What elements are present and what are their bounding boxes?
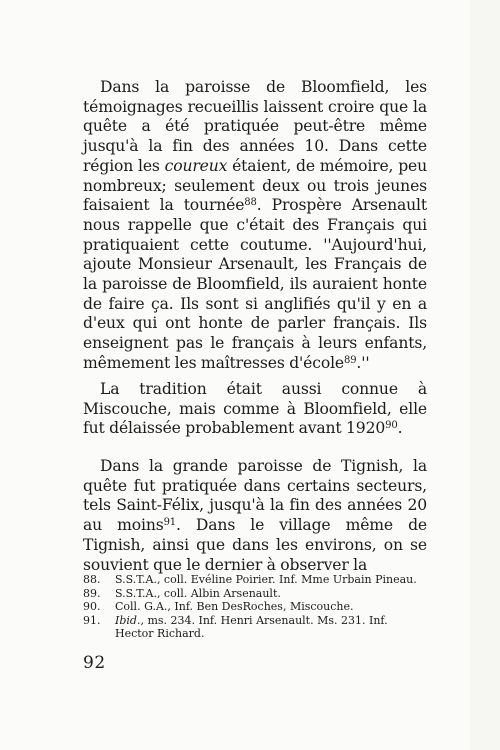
paragraph-bloomfield xyxy=(83,78,427,374)
paragraph-text: . Dans le village même de Tignish, ainsi que dans les environs, on se souvient que le dernier à observer la xyxy=(83,516,427,574)
paragraph-text: étaient, de mémoire, peu nombreux; seulement deux ou trois jeunes faisaient la tournée xyxy=(83,156,427,215)
footnote-number: 89. xyxy=(83,586,101,600)
italic-word: coureux xyxy=(164,156,228,175)
paragraph-miscouche xyxy=(83,380,427,439)
footnote-ref: 88 xyxy=(244,197,257,209)
footnote-number: 88. xyxy=(83,573,101,586)
footnote-item xyxy=(83,587,427,601)
footnote-item xyxy=(83,600,427,614)
footnote-text: S.S.T.A., coll. Albin Arsenault. xyxy=(115,586,281,600)
paragraph-text: La tradition était aussi connue à Miscouche, mais comme à Bloomfield, elle fut délaissée probablement avant 1920 xyxy=(83,380,427,438)
footnote-ref: 90 xyxy=(385,420,398,432)
footnote-item xyxy=(83,614,427,641)
paragraph-text: Dans la grande paroisse de Tignish, la quête fut pratiquée dans certains secteurs, tels Saint-Félix, jusqu'à la fin des années 20 au moins xyxy=(83,457,427,535)
footnote-ref: 91 xyxy=(163,517,177,529)
footnotes xyxy=(83,573,427,641)
footnote-text-rest: , ms. 234. Inf. Henri Arsenault. Ms. 231. Inf. Hector Richard. xyxy=(115,613,388,641)
paragraph-text: . Prospère Arsenault nous rappelle que c'était des Français qui pratiquaient cette coutume. ''Aujourd'hui, ajoute Monsieur Arsenault, les Français de la paroisse de Bloomfield, ils auraient honte de faire ça. Ils sont si anglifiés qu'il y en a d'eux qui ont honte de parler français. Ils enseignent pas le français à leurs enfants, mêmement les maîtresses d'école xyxy=(83,196,427,372)
footnote-text: S.S.T.A., coll. Evéline Poirier. Inf. Mme Urbain Pineau. xyxy=(115,573,417,586)
footnote-ref: 89 xyxy=(343,354,357,366)
paragraph-text: . xyxy=(397,419,403,438)
footnote-number: 91. xyxy=(83,613,101,627)
footnote-text: Coll. G.A., Inf. Ben DesRoches, Miscouche. xyxy=(115,600,354,614)
paragraph-text: Dans la paroisse de Bloomfield, les témoignages recueillis laissent croire que la quête a été pratiquée peut-être même jusqu'à la fin des années 10. Dans cette région les xyxy=(83,78,427,175)
paragraph-tignish xyxy=(83,457,427,575)
page-number: 92 xyxy=(83,653,106,673)
footnote-number: 90. xyxy=(83,600,101,614)
paragraph-text: .'' xyxy=(356,353,370,372)
footnote-item xyxy=(83,573,427,587)
footnote-text xyxy=(115,614,427,641)
footnote-italic: Ibid. xyxy=(115,613,141,627)
